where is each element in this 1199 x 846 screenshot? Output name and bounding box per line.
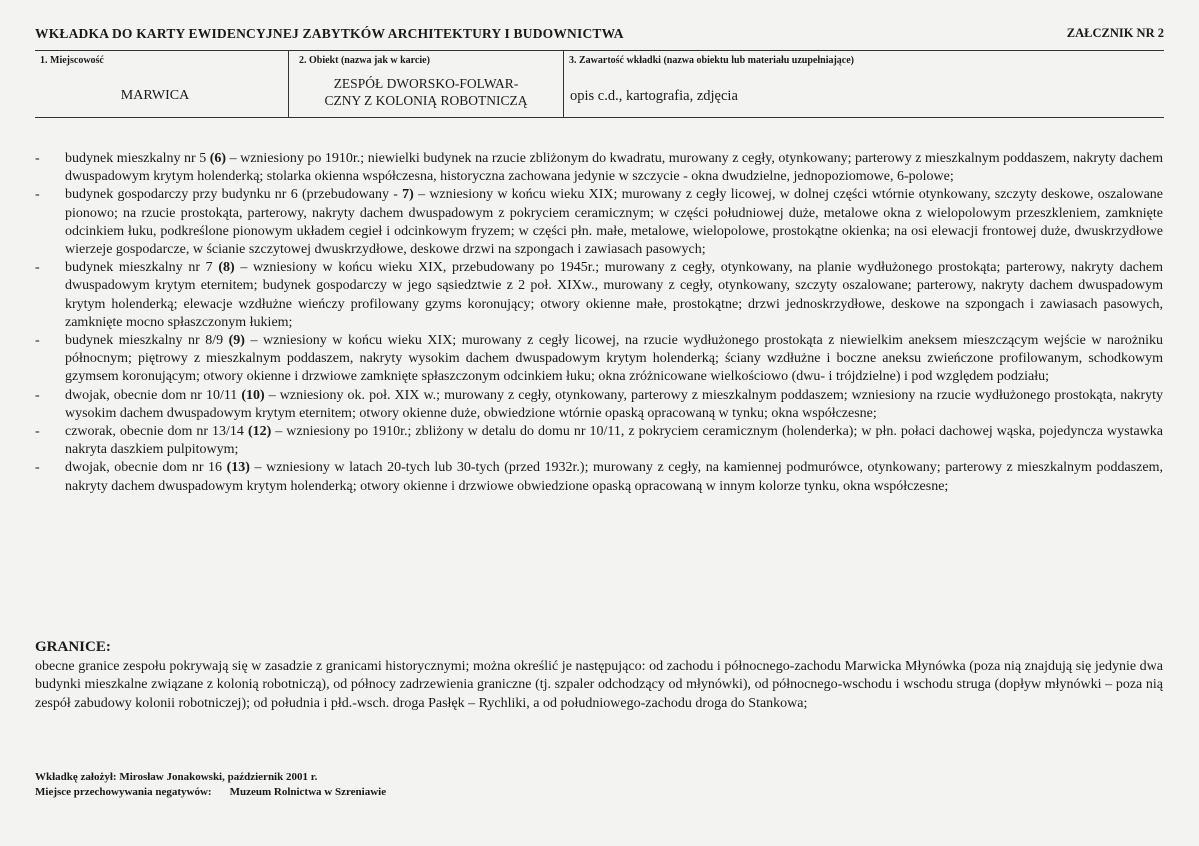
building-item xyxy=(35,423,1163,459)
building-text: dwojak, obecnie dom nr 16 xyxy=(65,460,227,476)
building-number: 7) xyxy=(402,187,414,203)
bullet-dash: - xyxy=(35,424,40,440)
building-number: (8) xyxy=(218,260,235,276)
footer xyxy=(35,770,386,799)
header xyxy=(35,26,1164,46)
building-description: – wzniesiony ok. poł. XIX w.; murowany z cegły, otynkowany, parterowy z mieszkalnym poddaszem; wzniesiony na rzucie wydłużonego prostokąta, nakryty wysokim dachem dwuspadowym krytym eternitem; otwory okienne duże, obwiedzione wtórnie opaską opracowaną w tynku; okna współczesne; xyxy=(65,387,1163,421)
borders-section xyxy=(35,638,1163,713)
object-value-line-2: CZNY Z KOLONIĄ ROBOTNICZĄ xyxy=(324,93,528,108)
locality-cell xyxy=(35,51,285,119)
building-item xyxy=(35,186,1163,259)
building-description: – wzniesiony w końcu wieku XIX; murowany z cegły licowej, w dolnej części wtórnie otynkowany, szczyty deskowe, oszalowane pionowo; na rzucie prostokąta, parterowy, nakryty dachem dwuspadowym z pokryciem ceramicznym; w części południowej duże, metalowe okna z wielopolowym przeszkleniem, zamknięte odcinkiem łuku, podkreślone pionowym układem cegieł i odcinkowym fryzem; w części płn. małe, metalowe, wielopolowe, prostokątne okienka; na osi elewacji frontowej duże, dwuskrzydłowe wierzeje gospodarcze, w ścianie szczytowej dwuskrzydłowe, deskowe drzwi na szpongach i zawiasach pasowych; xyxy=(65,187,1163,258)
building-text: budynek mieszkalny nr 7 xyxy=(65,260,219,276)
contents-value: opis c.d., kartografia, zdjęcia xyxy=(570,88,738,104)
building-description: – wzniesiony w końcu wieku XIX; murowany z cegły licowej, na rzucie wydłużonego prostokąta z niewielkim aneksem mieszczącym wejście w narożniku północnym; piętrowy z mieszkalnym poddaszem, nakryty wysokim dachem dwuspadowym krytym holenderką; ściany wzdłużne i boczne aneksu zwieńczone profilowanym, schodkowym gzymsem koronującym; otwory okienne i drzwiowe zamknięte spłaszczonym odcinkiem łuku; okna zróżnicowane wielkościowo (dwu- i trójdzielne) i pod względem podziału; xyxy=(65,333,1163,385)
locality-value: MARWICA xyxy=(120,88,190,103)
bullet-dash: - xyxy=(35,460,40,476)
object-cell xyxy=(291,51,561,119)
document-title: WKŁADKA DO KARTY EWIDENCYJNEJ ZABYTKÓW ARCHITEKTURY I BUDOWNICTWA xyxy=(35,26,624,41)
column-divider xyxy=(288,51,289,118)
contents-label: 3. Zawartość wkładki (nazwa obiektu lub materiału uzupełniające) xyxy=(569,55,855,66)
object-label: 2. Obiekt (nazwa jak w karcie) xyxy=(299,55,430,66)
fields-rule xyxy=(35,117,1164,118)
fields-table xyxy=(35,51,1164,119)
building-text: budynek gospodarczy przy budynku nr 6 (przebudowany - xyxy=(65,187,403,203)
building-number: (13) xyxy=(226,460,250,476)
object-value-line-1: ZESPÓŁ DWORSKO-FOLWAR- xyxy=(333,76,519,91)
bullet-dash: - xyxy=(35,260,40,276)
object-value xyxy=(291,75,561,109)
attachment-number: ZAŁCZNIK NR 2 xyxy=(1066,26,1164,40)
building-text: budynek mieszkalny nr 8/9 xyxy=(65,333,229,349)
building-text: dwojak, obecnie dom nr 10/11 xyxy=(65,387,242,403)
borders-text: obecne granice zespołu pokrywają się w zasadzie z granicami historycznymi; można określić je następująco: od zachodu i północnego-zachodu Marwicka Młynówka (poza nią znajdują się jedynie dwa budynki mieszkalne związane z kolonią robotniczą), od północy zadrzewienia graniczne (tj. szpaler odchodzący od młynówki), od północnego-wschodu i wschodu struga (dopływ młynówki – poza nią zespół zabudowy kolonii robotniczej); od południa i płd.-wsch. droga Pasłęk – Rychliki, a od południowego-zachodu droga do Stankowa; xyxy=(35,659,1163,711)
building-list xyxy=(35,150,1163,496)
contents-cell xyxy=(566,51,1166,119)
building-item xyxy=(35,259,1163,332)
bullet-dash: - xyxy=(35,187,40,203)
building-number: (10) xyxy=(241,387,265,403)
building-text: budynek mieszkalny nr 5 xyxy=(65,151,210,166)
building-description: – wzniesiony po 1910r.; niewielki budynek na rzucie zbliżonym do kwadratu, murowany z cegły, otynkowany; parterowy z mieszkalnym poddaszem, nakryty dachem dwuspadowym krytym holenderką; stolarka okienna współczesna, historyczna zachowana jedynie w szczycie - okna dwudzielne, jednopoziomowe, 6-polowe; xyxy=(65,151,1163,185)
locality-label: 1. Miejscowość xyxy=(40,55,104,66)
storage-line xyxy=(35,785,386,800)
author-line: Wkładkę założył: Mirosław Jonakowski, październik 2001 r. xyxy=(35,771,318,783)
storage-value: Muzeum Rolnictwa w Szreniawie xyxy=(229,785,387,798)
building-item xyxy=(35,332,1163,387)
bullet-dash: - xyxy=(35,151,40,166)
bullet-dash: - xyxy=(35,387,40,403)
storage-label: Miejsce przechowywania negatywów: xyxy=(35,785,212,798)
building-number: (9) xyxy=(228,333,245,349)
building-number: (12) xyxy=(247,424,272,440)
building-number: (6) xyxy=(209,151,227,166)
building-item xyxy=(35,459,1163,495)
column-divider xyxy=(563,51,564,118)
building-item xyxy=(35,150,1163,186)
building-text: czworak, obecnie dom nr 13/14 xyxy=(65,424,248,440)
building-description: – wzniesiony w latach 20-tych lub 30-tych (przed 1932r.); murowany z cegły, na kamiennej podmurówce, otynkowany; parterowy z mieszkalnym poddaszem, nakryty dachem dwuspadowym krytym holenderką; otwory okienne i drzwiowe obwiedzione opaską opracowaną w innym kolorze tynku, okna współczesne; xyxy=(65,460,1163,494)
building-description: – wzniesiony w końcu wieku XIX, przebudowany po 1945r.; murowany z cegły, otynkowany, na planie wydłużonego prostokąta; parterowy, nakryty dachem dwuspadowym krytym eternitem; budynek gospodarczy w jego sąsiedztwie z 2 poł. XIXw., murowany z cegły, otynkowany, szczyty oszalowane; parterowy, nakryty dachem dwuspadowym krytym holenderką; elewacje wzdłużne wieńczy profilowany gzyms koronujący; otwory okienne małe, prostokątne; drzwi jednoskrzydłowe, deskowe na szpongach i zawiasach pasowych, zamknięte mocno spłaszczonym łukiem; xyxy=(65,260,1163,330)
bullet-dash: - xyxy=(35,333,40,349)
borders-heading: GRANICE: xyxy=(35,639,111,655)
building-item xyxy=(35,387,1163,423)
building-description: – wzniesiony po 1910r.; zbliżony w detalu do domu nr 10/11, z pokryciem ceramicznym (holenderka); w płn. połaci dachowej wąska, pojedyncza wystawka nakryta daszkiem pulpitowym; xyxy=(65,424,1163,458)
